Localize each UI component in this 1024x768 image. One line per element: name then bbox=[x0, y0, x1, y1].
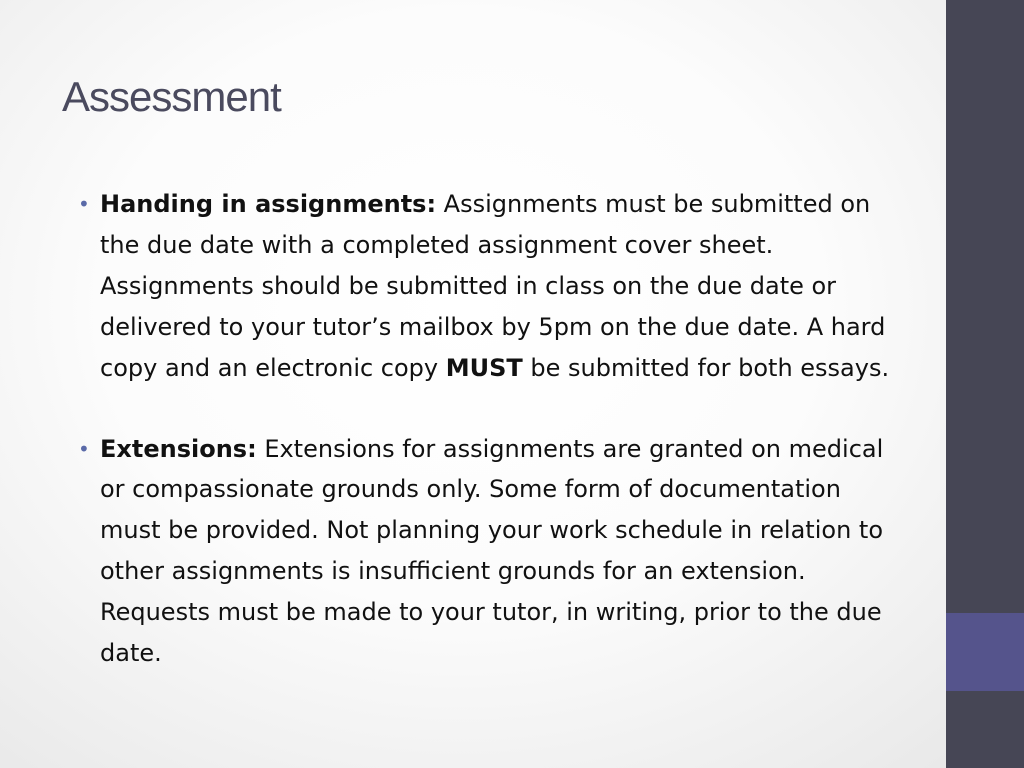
side-bar-accent bbox=[946, 613, 1024, 691]
bullet-tail: be submitted for both essays. bbox=[522, 353, 890, 382]
bullet-dot-icon: • bbox=[78, 436, 90, 461]
bullet-text: Assignments must be submitted on the due date with a completed assignment cover sheet. Assignments should be submitted in class on the due date or delivered to your tutor’s mailbox by 5pm on the due date. A hard copy and an electronic copy bbox=[100, 190, 886, 382]
bullet-text: Extensions for assignments are granted on medical or compassionate grounds only. Some form of documentation must be provided. Not planning your work schedule in relation to other assignments is insufficient grounds for an extension. Requests must be made to your tutor, in writing, prior to the due date. bbox=[100, 434, 884, 668]
bullet-handing-in bbox=[78, 184, 908, 389]
bullet-extensions bbox=[78, 429, 908, 674]
bullet-dot-icon: • bbox=[78, 192, 90, 216]
bullet-list bbox=[78, 184, 908, 674]
slide-title: Assessment bbox=[62, 73, 281, 120]
bullet-emphasis: MUST bbox=[445, 353, 523, 382]
bullet-lead: Extensions: bbox=[100, 434, 257, 463]
bullet-lead: Handing in assignments: bbox=[100, 190, 437, 218]
